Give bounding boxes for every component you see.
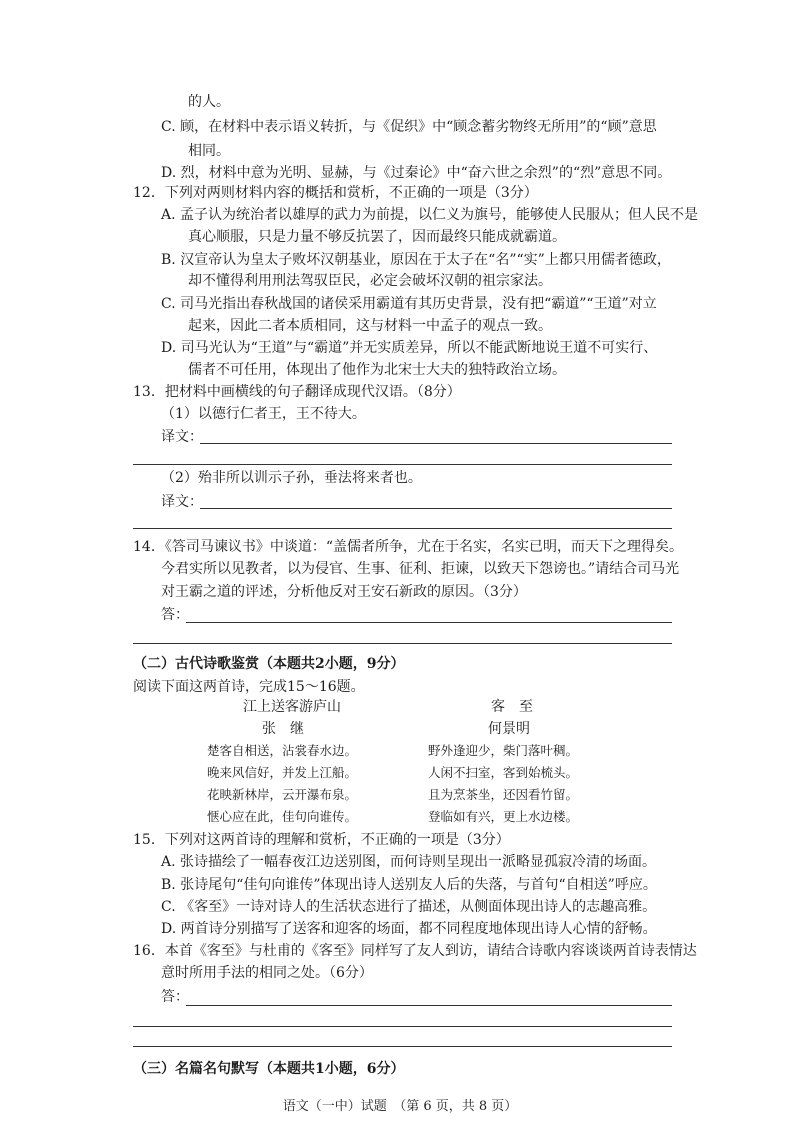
q11-option-d: D. 烈，材料中意为光明、显赫，与《过秦论》中“奋六世之余烈”的“烈”意思不同。	[161, 165, 672, 181]
poem-right-line-3: 且为烹茶坐，还因看竹留。	[428, 787, 579, 802]
q15-option-a: A. 张诗描绘了一幅春夜江边送别图，而何诗则呈现出一派略显孤寂冷清的场面。	[161, 854, 657, 870]
q12-option-b-cont: 却不懂得利用刑法驾驭臣民，必定会破坏汉朝的祖宗家法。	[188, 273, 552, 289]
q12-option-c: C. 司马光指出春秋战国的诸侯采用霸道有其历史背景，没有把“霸道”“王道”对立	[161, 296, 657, 312]
q15-stem: 15．下列对这两首诗的理解和赏析，不正确的一项是（3分）	[133, 832, 510, 848]
poem-left-line-3: 花映新林岸，云开瀑布泉。	[207, 787, 358, 802]
poem-right-line-1: 野外逢迎少，柴门落叶稠。	[428, 743, 579, 758]
q11-b-tail: 的人。	[188, 94, 230, 110]
q16-answer-line-1[interactable]	[186, 1005, 672, 1006]
poem-left-author: 张 继	[262, 721, 304, 737]
poem-left-line-4: 惬心应在此，佳句向谁传。	[207, 809, 358, 824]
q12-option-d-cont: 儒者不可任用，体现出了他作为北宋士大夫的独特政治立场。	[188, 362, 566, 378]
q12-option-d: D. 司马光认为“王道”与“霸道”并无实质差异，所以不能武断地说王道不可实行、	[161, 340, 658, 356]
poem-left-line-2: 晚来风信好，并发上江船。	[207, 765, 358, 780]
q15-option-b: B. 张诗尾句“佳句向谁传”体现出诗人送别友人后的失落，与首句“自相送”呼应。	[161, 877, 657, 893]
q14-stem-line-3: 对王霸之道的评述，分析他反对王安石新政的原因。（3分）	[161, 584, 527, 600]
q13-stem: 13．把材料中画横线的句子翻译成现代汉语。（8分）	[133, 384, 461, 400]
q16-answer-line-3[interactable]	[133, 1046, 672, 1047]
page-footer: 语文（一中）试题 （第 6 页，共 8 页）	[282, 1099, 518, 1114]
q12-option-b: B. 汉宣帝认为皇太子败坏汉朝基业，原因在于太子在“名”“实”上都只用儒者德政，	[161, 252, 671, 268]
q14-stem-line-2: 今君实所以见教者，以为侵官、生事、征利、拒谏，以致天下怨谤也。”请结合司马光	[161, 561, 680, 577]
q12-option-c-cont: 起来，因此二者本质相同，这与材料一中孟子的观点一致。	[188, 318, 552, 334]
poem-left-title: 江上送客游庐山	[243, 699, 341, 715]
section-2-intro: 阅读下面这两首诗，完成15～16题。	[133, 679, 365, 695]
poem-right-author: 何景明	[488, 721, 530, 737]
poem-left-line-1: 楚客自相送，沾裳春水边。	[207, 743, 358, 758]
q12-stem: 12．下列对两则材料内容的概括和赏析，不正确的一项是（3分）	[133, 185, 538, 201]
q14-stem-line-1: 14．《答司马谏议书》中谈道：“盖儒者所争，尤在于名实，名实已明，而天下之理得矣。	[133, 539, 683, 555]
poem-right-title: 客 至	[491, 699, 533, 715]
q13-sentence-1: （1）以德行仁者王，王不待大。	[161, 406, 366, 422]
section-2-heading: （二）古代诗歌鉴赏（本题共2小题，9分）	[133, 656, 405, 672]
q13-answer-line-2[interactable]	[133, 464, 672, 465]
q14-answer-label: 答：	[161, 607, 189, 623]
q13-answer-line-4[interactable]	[133, 528, 672, 529]
q13-translation-label-1: 译文：	[161, 429, 203, 445]
q13-translation-label-2: 译文：	[161, 494, 203, 510]
q11-option-c-cont: 相同。	[188, 143, 230, 159]
q13-answer-line-3[interactable]	[200, 508, 672, 509]
q16-stem-line-2: 意时所用手法的相同之处。（6分）	[161, 965, 373, 981]
q13-answer-line-1[interactable]	[200, 443, 672, 444]
q14-answer-line-1[interactable]	[186, 622, 672, 623]
section-3-heading: （三）名篇名句默写（本题共1小题，6分）	[133, 1061, 405, 1077]
poem-right-line-4: 登临如有兴，更上水边楼。	[428, 809, 579, 824]
q12-option-a-cont: 真心顺服，只是力量不够反抗罢了，因而最终只能成就霸道。	[188, 229, 566, 245]
q11-option-c: C. 顾，在材料中表示语义转折，与《促织》中“顾念蓄劣物终无所用”的“顾”意思	[161, 119, 657, 135]
poem-right-line-2: 人闲不扫室，客到始梳头。	[428, 765, 579, 780]
q13-sentence-2: （2）殆非所以训示子孙，垂法将来者也。	[161, 470, 422, 486]
q15-option-c: C. 《客至》一诗对诗人的生活状态进行了描述，从侧面体现出诗人的志趣高雅。	[161, 899, 657, 915]
q16-stem-line-1: 16．本首《客至》与杜甫的《客至》同样写了友人到访，请结合诗歌内容谈谈两首诗表情达	[133, 943, 697, 959]
q16-answer-line-2[interactable]	[133, 1026, 672, 1027]
q12-option-a: A. 孟子认为统治者以雄厚的武力为前提，以仁义为旗号，能够使人民服从；但人民不是	[161, 207, 699, 223]
q15-option-d: D. 两首诗分别描写了送客和迎客的场面，都不同程度地体现出诗人心情的舒畅。	[161, 921, 657, 937]
q16-answer-label: 答：	[161, 989, 189, 1005]
q14-answer-line-2[interactable]	[133, 643, 672, 644]
